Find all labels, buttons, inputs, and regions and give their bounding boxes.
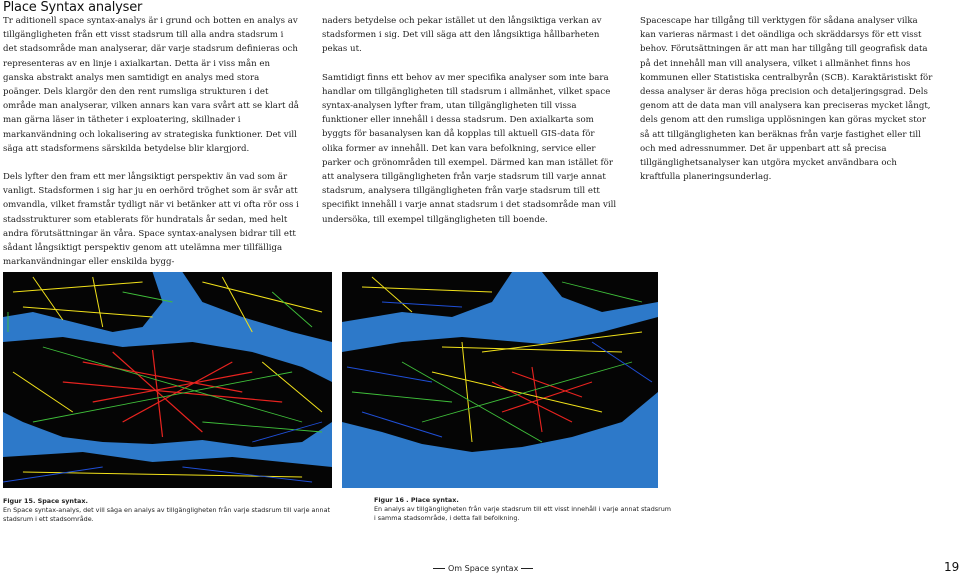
footer-rule-left xyxy=(433,568,445,569)
figure-16-caption xyxy=(374,496,674,522)
paragraph: Tr aditionell space syntax-analys är i grund och botten en analys av tillgängligheten från ett visst stadsrum till alla andra stadsrum i det stadsområde man analyserar, där varje stadsrum definieras och representeras av en linje i axialkartan. Detta är i viss mån en ganska abstrakt analys men samtidigt en analys med stora poänger. Dels klargör den den rent rumsliga strukturen i det område man analyserar, vilken annars kan vara svårt att se klart då man gärna läser in tätheter i exploatering, skillnader i markanvändning och lokalisering av strategiska funktioner. Det vill säga att stadsformens särskilda betydelse blir klargjord. xyxy=(3,16,299,154)
figure-16-label: Figur 16 . Place syntax. xyxy=(374,496,459,504)
page-title: Place Syntax analyser xyxy=(3,0,143,15)
figure-15-label: Figur 15. Space syntax. xyxy=(3,497,88,505)
text-column-1 xyxy=(3,14,299,283)
figure-16-caption-text: En analys av tillgängligheten från varje stadsrum till ett visst innehåll i varje annat stadsrum i samma stadsområde, i detta fall befolkning. xyxy=(374,504,672,522)
axial-map-image xyxy=(3,272,332,488)
footer-section-title: Om Space syntax xyxy=(448,564,519,573)
figure-15-caption xyxy=(3,497,333,523)
text-column-3 xyxy=(640,14,936,198)
text-column-2 xyxy=(322,14,618,241)
paragraph: Dels lyfter den fram ett mer långsiktigt perspektiv än vad som är vanligt. Stadsformen i sig har ju en oerhörd tröghet som är svår att omvandla, vilket framstår tydligt när vi betänker att vi ofta rör oss i stadsstrukturer som etablerats för hundratals år sedan, med helt andra förutsättningar än våra. Space syntax-analysen bidrar till ett sådant långsiktigt perspektiv genom att utelämna mer tillfälliga markanvändningar eller enskilda bygg- xyxy=(3,172,299,268)
figure-15-space-syntax-map xyxy=(3,272,332,488)
footer-rule-right xyxy=(521,568,533,569)
page-number: 19 xyxy=(944,560,960,574)
paragraph: Samtidigt finns ett behov av mer specifika analyser som inte bara handlar om tillgängligheten till stadsrum i allmänhet, vilket space syntax-analysen lyfter fram, utan tillgängligheten till vissa funktioner eller innehåll i dessa stadsrum. Den axialkarta som byggts för basanalysen kan då kopplas till aktuell GIS-data för olika former av innehåll. Det kan vara befolkning, service eller parker och grönområden till exempel. Därmed kan man istället för att analysera tillgängligheten från varje stadsrum till varje annat stadsrum, analysera tillgängligheten från varje stadsrum till ett specifikt innehåll i varje annat stadsrum i det stadsområde man vill undersöka, till exempel tillgängligheten till boende. xyxy=(322,72,617,225)
figure-16-place-syntax-map xyxy=(342,272,658,488)
figure-15-caption-text: En Space syntax-analys, det vill säga en analys av tillgängligheten från varje stadsrum till varje annat stadsrum i ett stadsområde. xyxy=(3,505,330,523)
place-syntax-map-image xyxy=(342,272,658,488)
paragraph: naders betydelse och pekar istället ut den långsiktiga verkan av stadsformen i sig. Det vill säga att den långsiktiga hållbarheten pekas ut. xyxy=(322,16,602,55)
running-footer xyxy=(430,564,536,573)
paragraph: Spacescape har tillgång till verktygen för sådana analyser vilka kan varieras närmast i det oändliga och skräddarsys för ett visst behov. Förutsättningen är att man har tillgång till geografisk data på det innehåll man vill analysera, vilket i allmänhet finns hos kommunen eller Statistiska centralbyrån (SCB). Karaktäristiskt för dessa analyser är deras höga precision och detaljeringsgrad. Dels genom att de data man vill analysera kan preciseras mycket långt, dels genom att den rumsliga upplösningen kan göras mycket stor så att tillgängligheten kan beräknas från varje fastighet eller till och med adressnummer. Det är uppenbart att så precisa tillgänglighetsanalyser kan utgöra mycket användbara och kraftfulla planeringsunderlag. xyxy=(640,16,933,183)
